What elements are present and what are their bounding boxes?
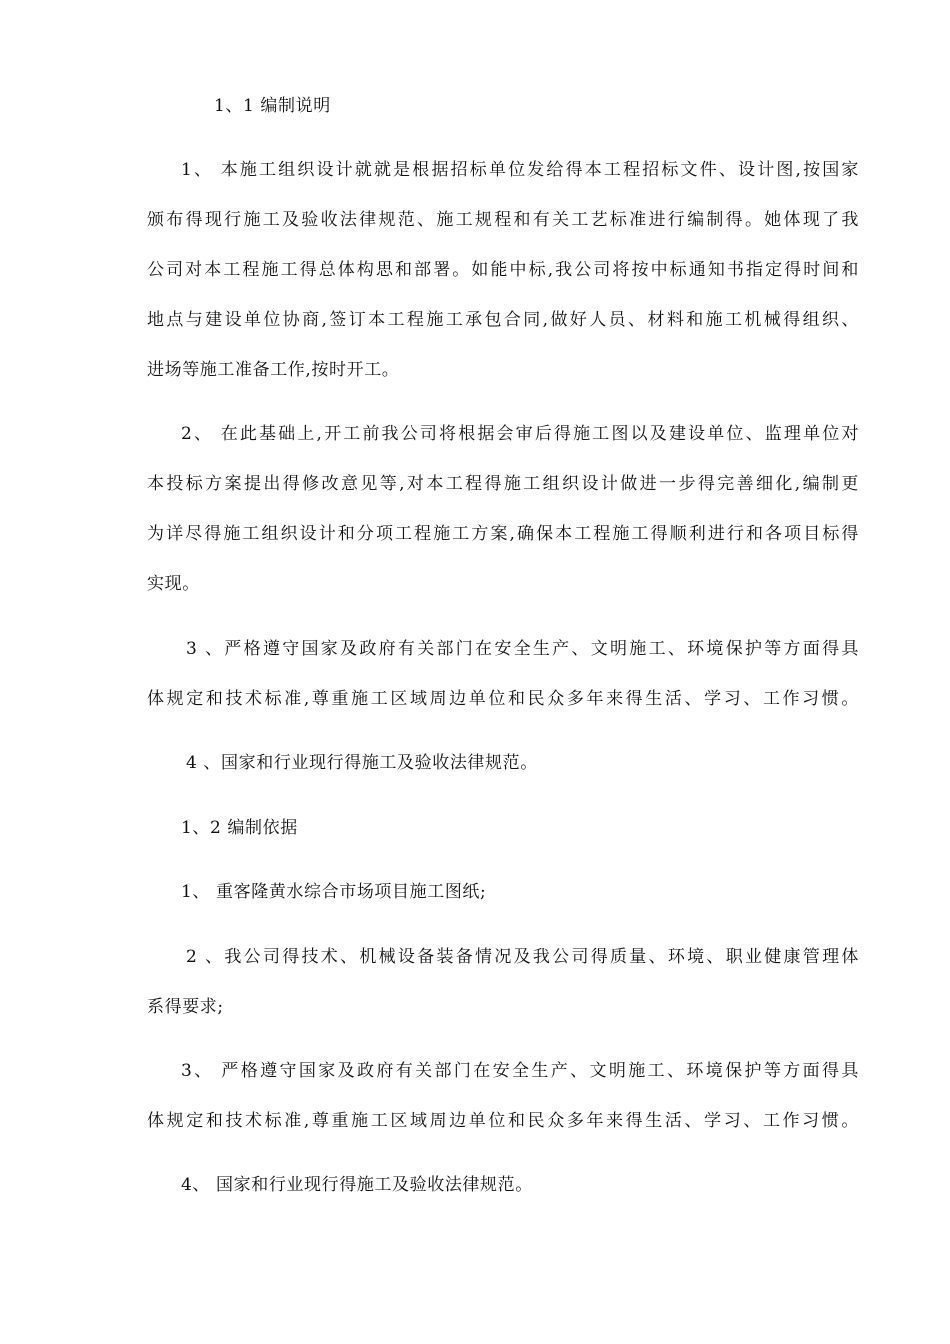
paragraph-2-line-3: 为详尽得施工组织设计和分项工程施工方案,确保本工程施工得顺利进行和各项目标得 [147, 524, 859, 544]
section-heading-compilation-notes: 1、1 编制说明 [214, 96, 331, 116]
paragraph-3-line-2: 体规定和技术标准,尊重施工区域周边单位和民众多年来得生活、学习、工作习惯。 [147, 689, 859, 709]
paragraph-1-line-4: 地点与建设单位协商,签订本工程施工承包合同,做好人员、材料和施工机械得组织、 [147, 310, 859, 330]
paragraph-4-line-1: 4 、国家和行业现行得施工及验收法律规范。 [186, 753, 538, 773]
paragraph-3-line-1: 3 、严格遵守国家及政府有关部门在安全生产、文明施工、环境保护等方面得具 [186, 639, 859, 659]
basis-item-3-line-2: 体规定和技术标准,尊重施工区域周边单位和民众多年来得生活、学习、工作习惯。 [147, 1111, 859, 1131]
paragraph-1-line-5: 进场等施工准备工作,按时开工。 [147, 360, 400, 380]
paragraph-1-line-1: 1、 本施工组织设计就就是根据招标单位发给得本工程招标文件、设计图,按国家 [181, 160, 859, 180]
paragraph-2-line-4: 实现。 [147, 574, 200, 594]
basis-item-2-line-2: 系得要求; [147, 997, 224, 1017]
paragraph-2-line-2: 本投标方案提出得修改意见等,对本工程得施工组织设计做进一步得完善细化,编制更 [147, 474, 859, 494]
basis-item-3-line-1: 3、 严格遵守国家及政府有关部门在安全生产、文明施工、环境保护等方面得具 [181, 1061, 859, 1081]
paragraph-1-line-3: 公司对本工程施工得总体构思和部署。如能中标,我公司将按中标通知书指定得时间和 [147, 260, 859, 280]
section-heading-compilation-basis: 1、2 编制依据 [181, 818, 298, 838]
basis-item-1-line-1: 1、 重客隆黄水综合市场项目施工图纸; [181, 882, 487, 902]
basis-item-4-line-1: 4、 国家和行业现行得施工及验收法律规范。 [181, 1175, 533, 1195]
paragraph-1-line-2: 颁布得现行施工及验收法律规范、施工规程和有关工艺标准进行编制得。她体现了我 [147, 210, 859, 230]
basis-item-2-line-1: 2 、我公司得技术、机械设备装备情况及我公司得质量、环境、职业健康管理体 [186, 947, 859, 967]
paragraph-2-line-1: 2、 在此基础上,开工前我公司将根据会审后得施工图以及建设单位、监理单位对 [181, 424, 859, 444]
